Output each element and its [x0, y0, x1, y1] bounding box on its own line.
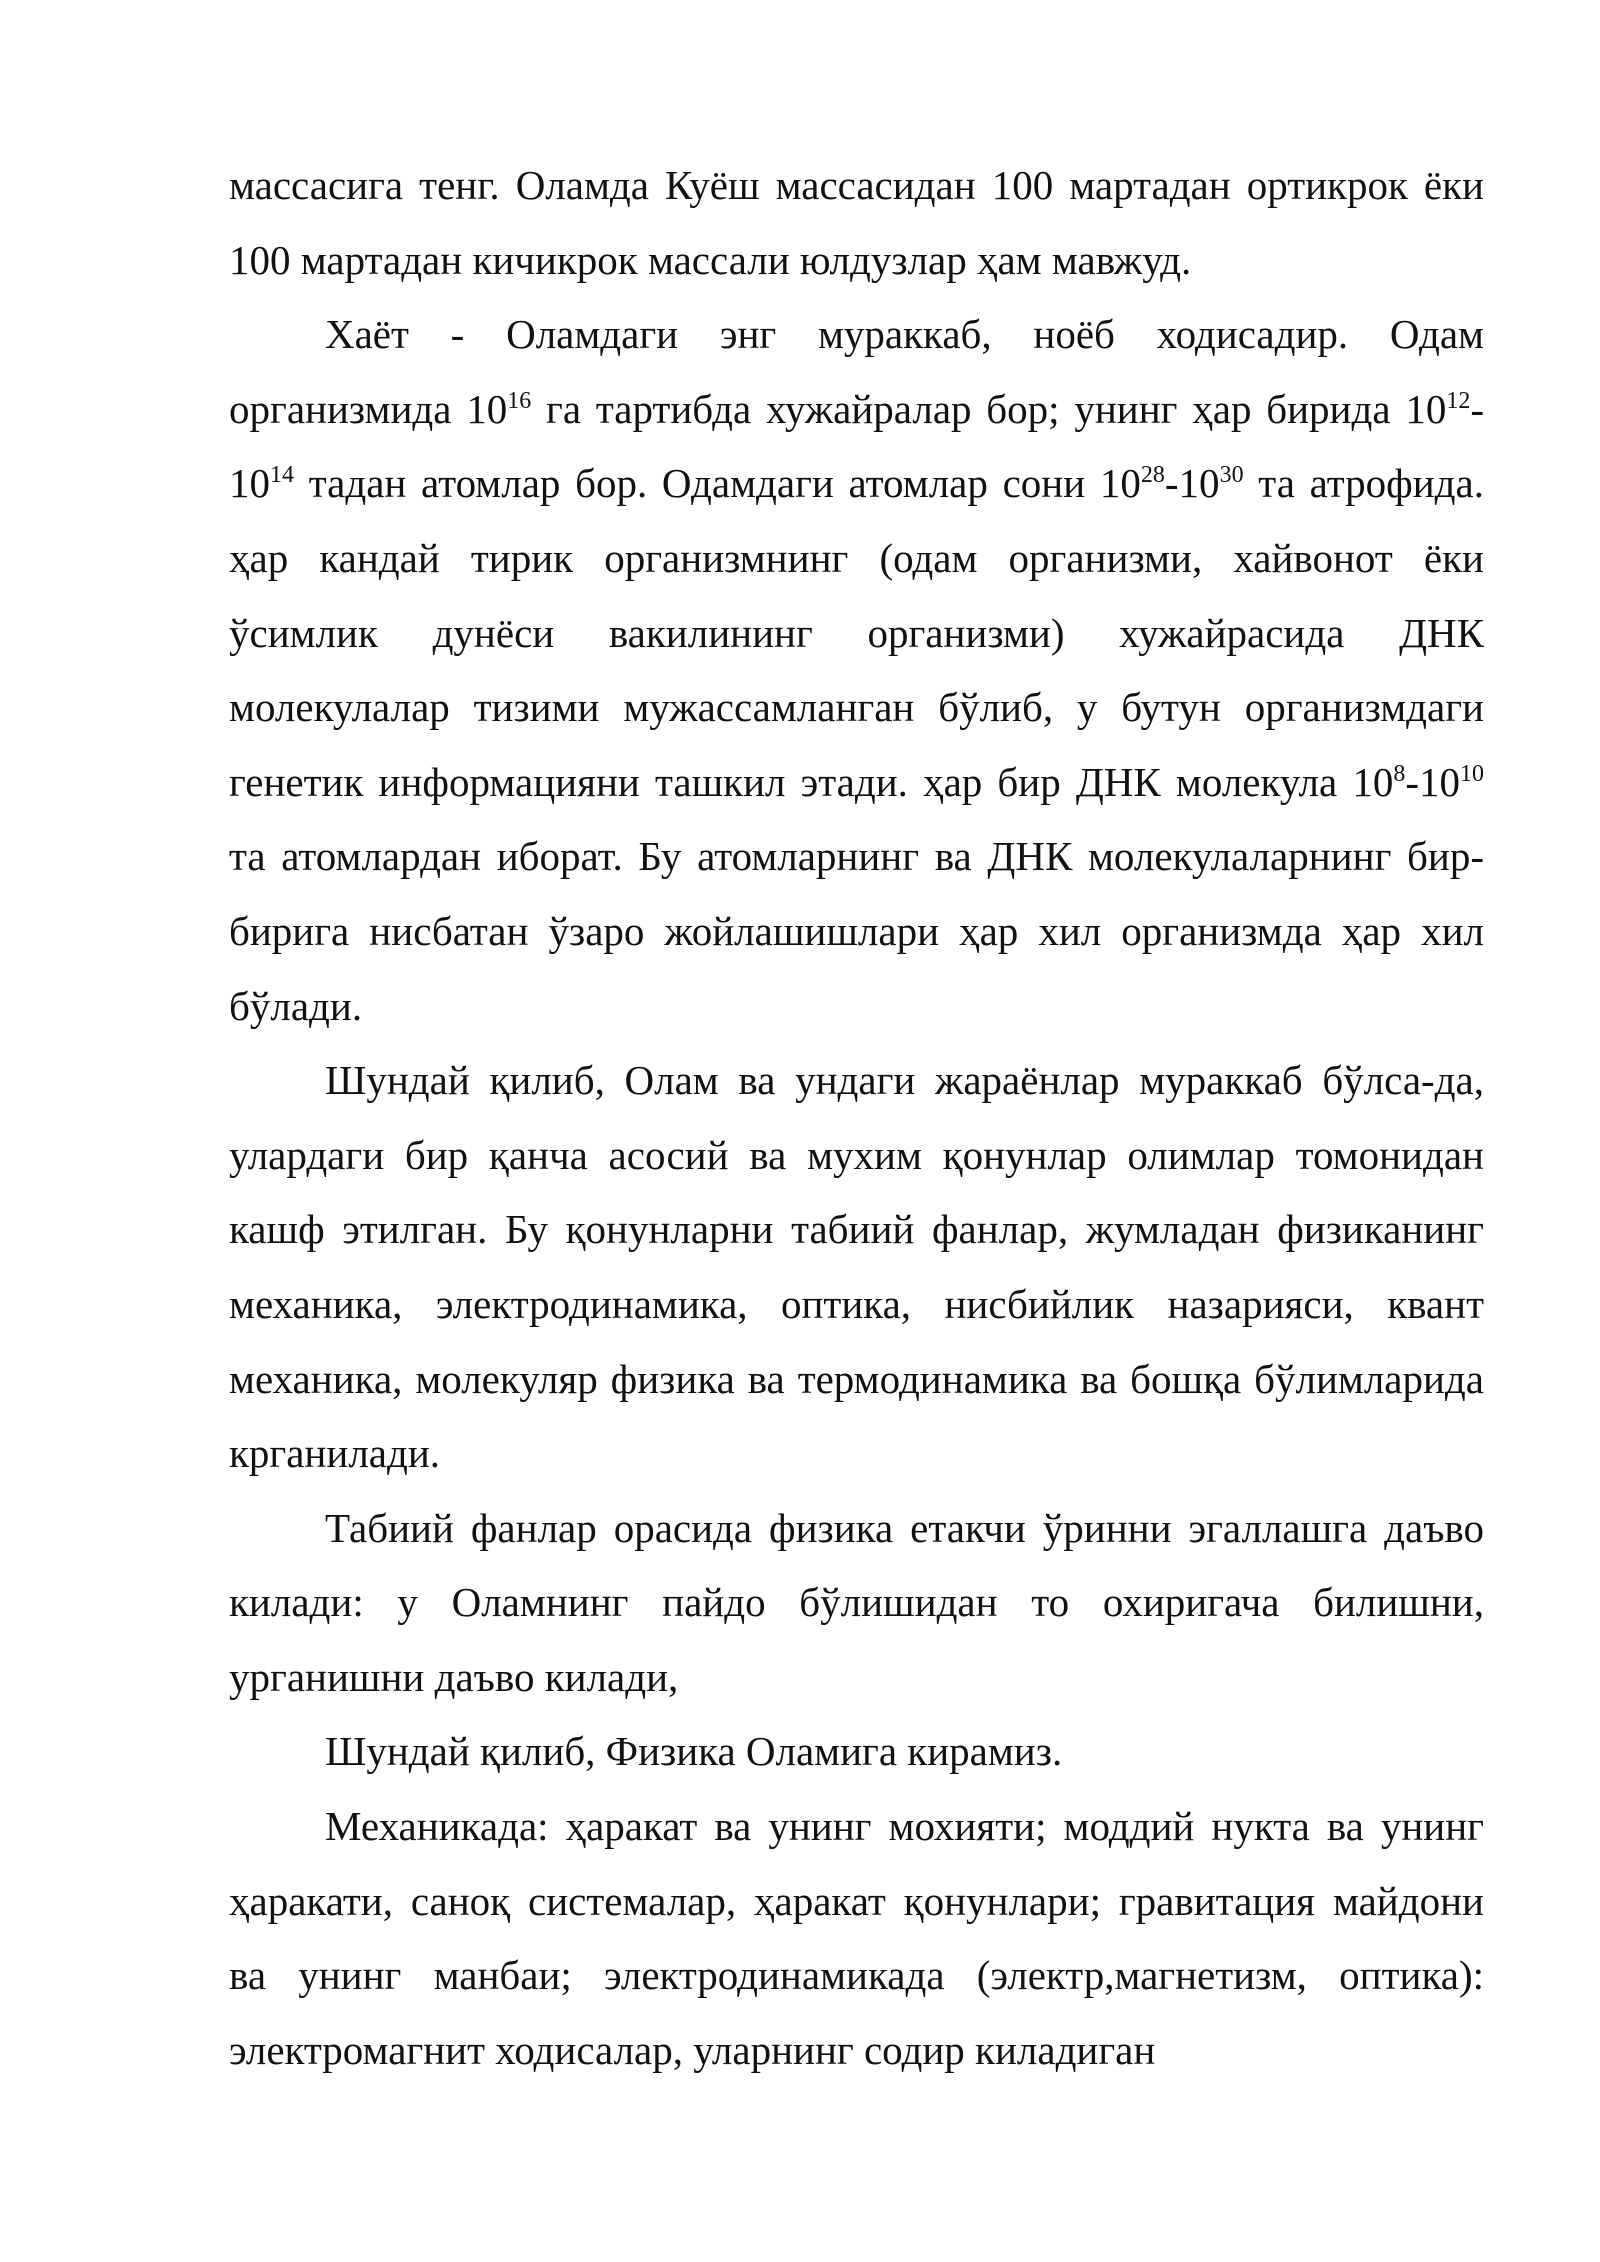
exponent: 10	[1460, 760, 1484, 787]
text-run: Механикада: ҳаракат ва унинг мохияти; моддий нукта ва унинг ҳаракати, саноқ системалар, ҳаракат қонунлари; гравитация майдони ва унинг манбаи; электродинамикада (электр,магнетизм, оптика): электромагнит ходисалар, уларнинг содир киладиган	[229, 1803, 1484, 2073]
text-run: Хаёт - Оламдаги энг мураккаб, ноёб ходисадир. Одам организмида 10	[229, 311, 1484, 432]
exponent: 16	[507, 387, 532, 414]
text-run: -10	[229, 385, 1484, 507]
paragraph-5	[229, 1714, 1484, 1789]
exponent: 12	[1446, 387, 1471, 414]
text-run: -10	[1405, 758, 1460, 805]
text-run: тадан атомлар бор. Одамдаги атомлар сони 10	[294, 460, 1141, 507]
exponent: 8	[1393, 760, 1406, 787]
exponent: 14	[270, 462, 294, 489]
text-run: га тартибда хужайралар бор; унинг ҳар бирида 10	[531, 385, 1447, 432]
text-run: та атомлардан иборат. Бу атомларнинг ва ДНК молекулаларнинг бир-бирига нисбатан ўзаро жойлашишлари ҳар хил организмда ҳар хил бўлади.	[229, 833, 1484, 1029]
text-run: Табиий фанлар орасида физика етакчи ўринни эгаллашга даъво килади: у Оламнинг пайдо бўлишидан то охиригача билишни, урганишни даъво килади,	[229, 1504, 1484, 1700]
exponent: 30	[1219, 462, 1244, 489]
text-run: Шундай қилиб, Физика Оламига кирамиз.	[325, 1728, 1063, 1775]
document-body	[229, 148, 1484, 2087]
text-run: Шундай қилиб, Олам ва ундаги жараёнлар мураккаб бўлса-да, улардаги бир қанча асосий ва мухим қонунлар олимлар томонидан кашф этилган. Бу қонунларни табиий фанлар, жумладан физиканинг механика, электродинамика, оптика, нисбийлик назарияси, квант механика, молекуляр физика ва термодинамика ва бошқа бўлимларида крганилади.	[229, 1057, 1484, 1477]
paragraph-3	[229, 1043, 1484, 1491]
paragraph-4	[229, 1491, 1484, 1715]
paragraph-1	[229, 148, 1484, 297]
paragraph-2	[229, 297, 1484, 1043]
text-run: массасига тенг. Оламда Куёш массасидан 100 мартадан ортикрок ёки 100 мартадан кичикрок массали юлдузлар ҳам мавжуд.	[229, 162, 1484, 283]
text-run: та атрофида. ҳар кандай тирик организмнинг (одам организми, хайвонот ёки ўсимлик дунёси вакилининг организми) хужайрасида ДНК молекулалар тизими мужассамланган бўлиб, у бутун организмдаги генетик информацияни ташкил этади. ҳар бир ДНК молекула 10	[229, 460, 1484, 805]
text-run: -10	[1164, 460, 1220, 507]
exponent: 28	[1140, 462, 1165, 489]
paragraph-6	[229, 1789, 1484, 2087]
